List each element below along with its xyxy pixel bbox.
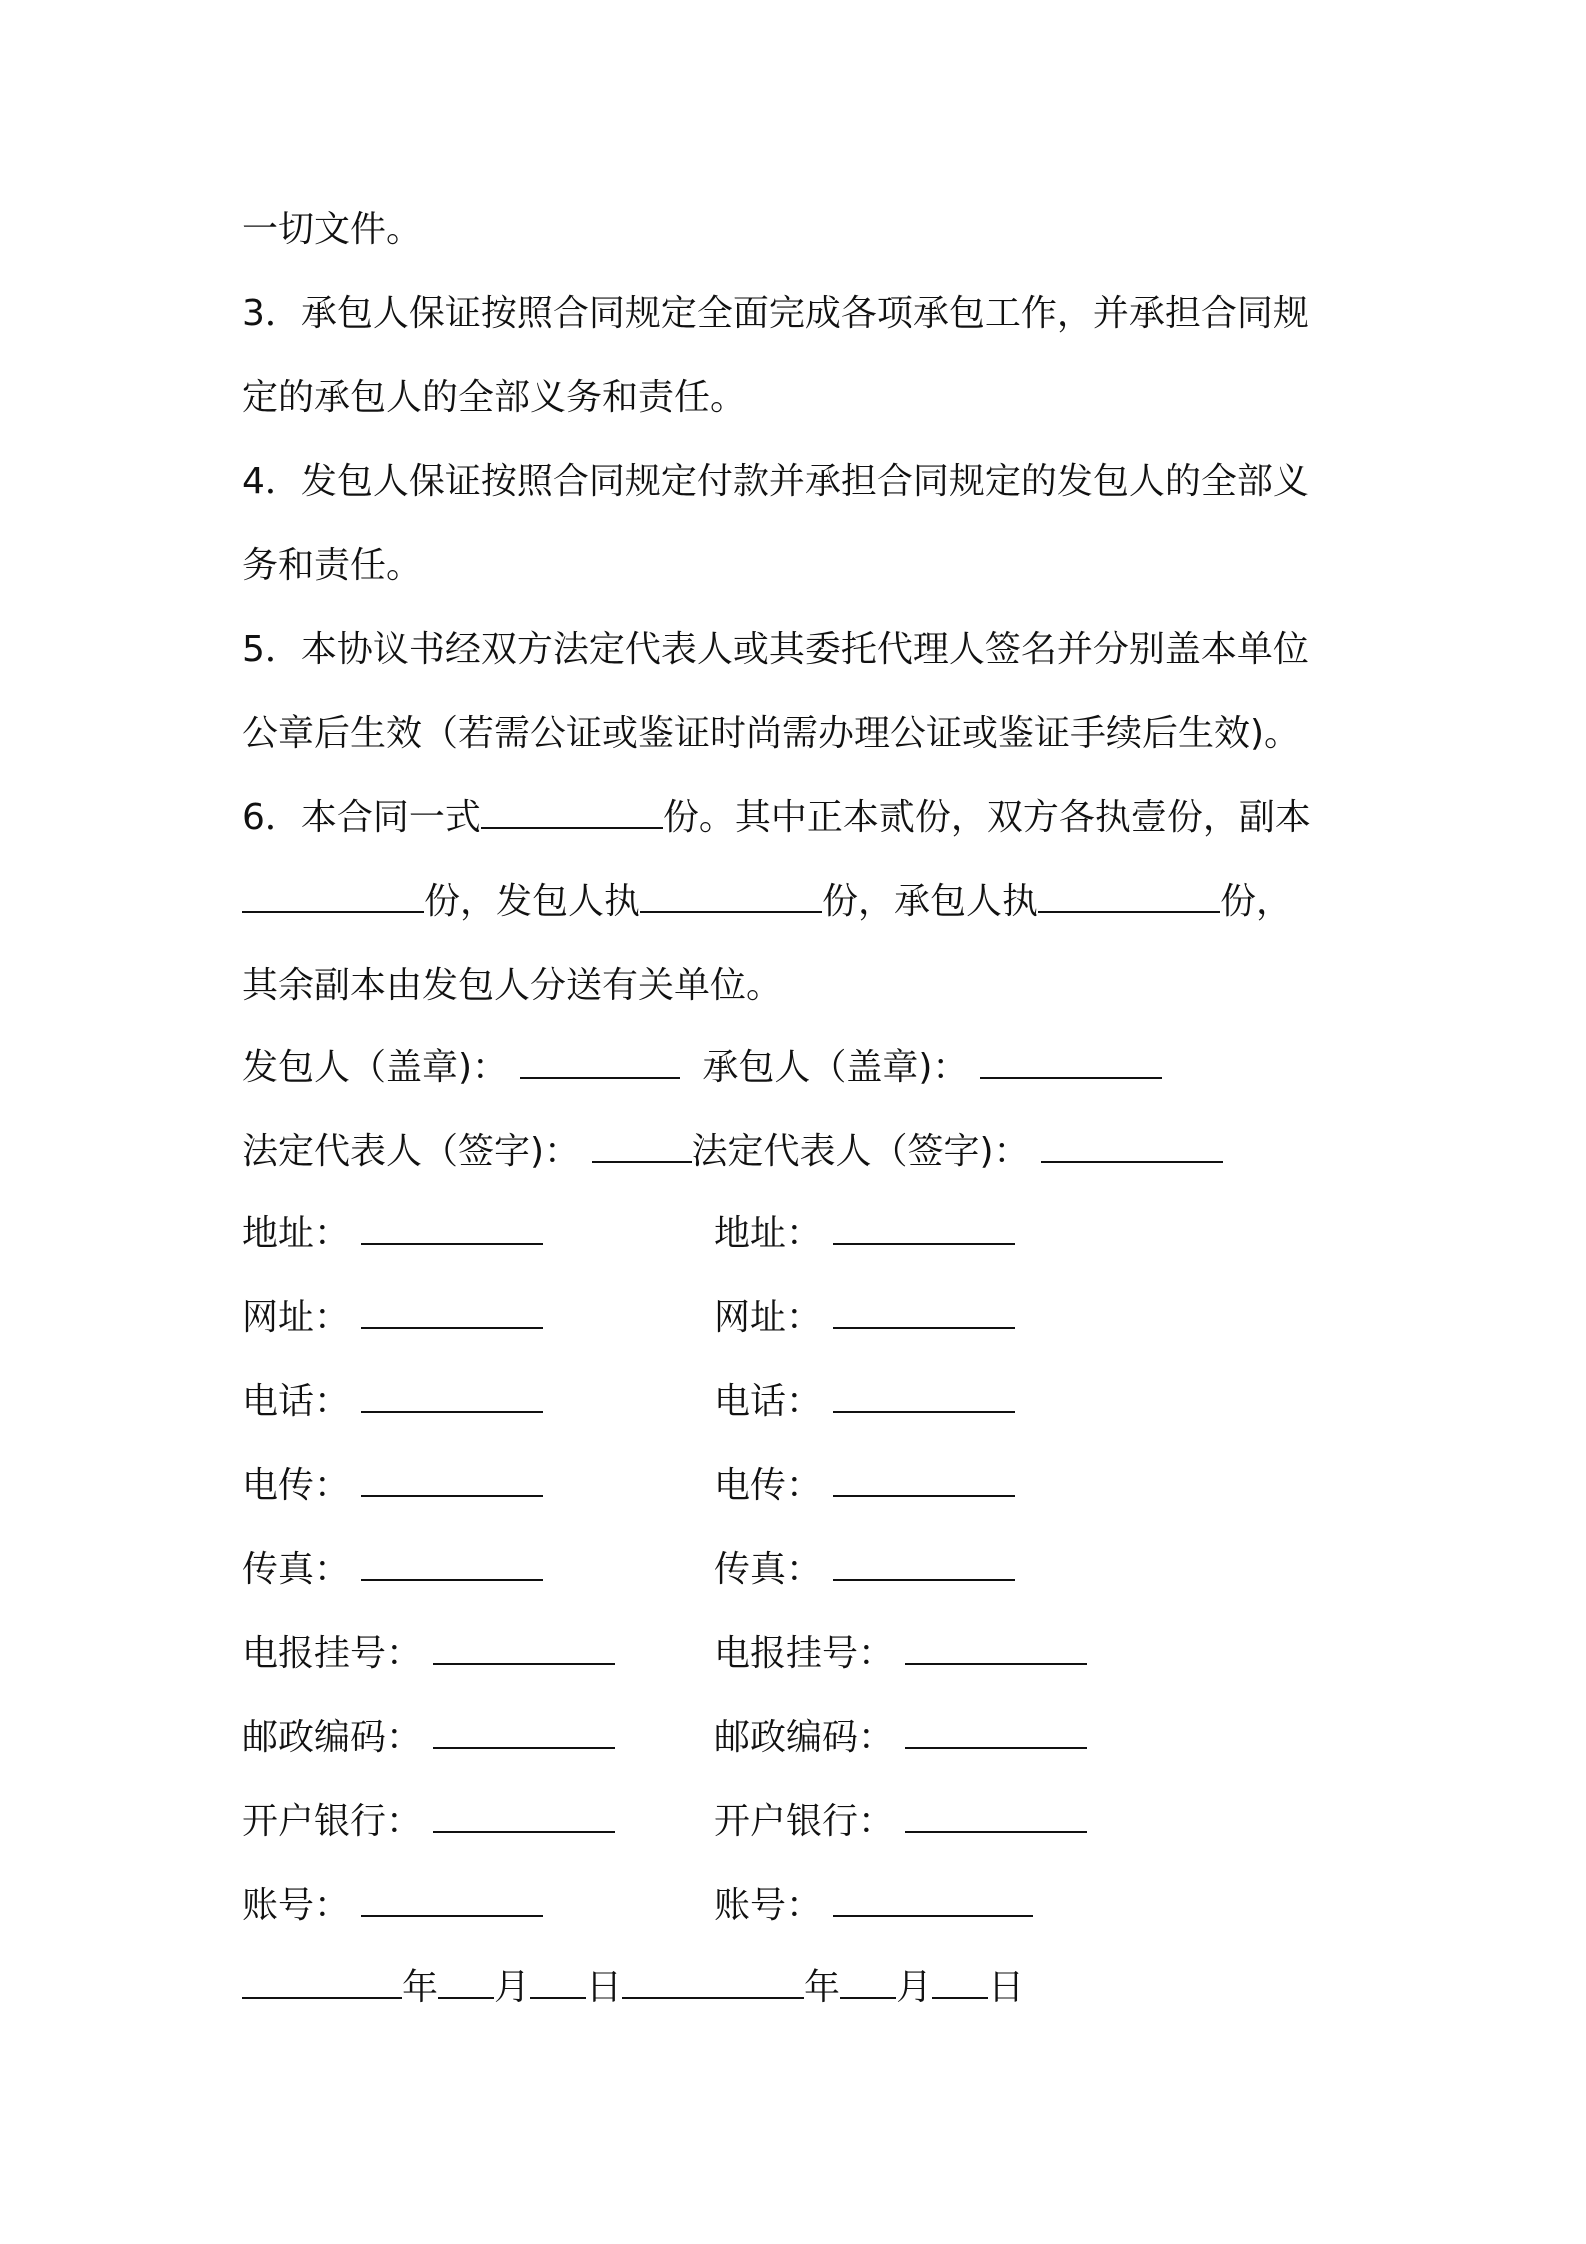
- postcode-a-label: 邮政编码：: [242, 1717, 423, 1758]
- account-b: [714, 1884, 1033, 1928]
- address-a-label: 地址：: [242, 1213, 351, 1254]
- website-b-label: 网址：: [714, 1297, 823, 1338]
- website-a-blank[interactable]: [361, 1297, 543, 1329]
- date-b-day-label: 日: [988, 1967, 1025, 2008]
- postcode-a: [242, 1716, 615, 1760]
- website-b: [714, 1296, 1015, 1340]
- account-a-blank[interactable]: [361, 1885, 543, 1917]
- fax-b-label: 传真：: [714, 1549, 823, 1590]
- copies-total-blank[interactable]: [481, 797, 663, 829]
- cable-b-blank[interactable]: [905, 1633, 1087, 1665]
- postcode-b-blank[interactable]: [905, 1717, 1087, 1749]
- website-a-label: 网址：: [242, 1297, 351, 1338]
- telex-b-blank[interactable]: [833, 1465, 1015, 1497]
- paragraph-continuation: 一切文件。: [242, 209, 423, 250]
- cable-b-label: 电报挂号：: [714, 1633, 895, 1674]
- date-a-day-blank[interactable]: [530, 1967, 586, 1999]
- date-b-month-label: 月: [896, 1967, 933, 2008]
- date-b-year-label: 年: [804, 1967, 841, 2008]
- rep-a-blank[interactable]: [592, 1131, 692, 1163]
- phone-a-blank[interactable]: [361, 1381, 543, 1413]
- fax-b: [714, 1548, 1015, 1592]
- postcode-b-label: 邮政编码：: [714, 1717, 895, 1758]
- telex-a: [242, 1464, 543, 1508]
- clause-5-line-2: 公章后生效（若需公证或鉴证时尚需办理公证或鉴证手续后生效)。: [242, 713, 1301, 754]
- date-a-month-blank[interactable]: [438, 1967, 494, 1999]
- bank-b-blank[interactable]: [905, 1801, 1087, 1833]
- clause-6-text-c: 份，发包人执: [424, 881, 641, 922]
- party-b-seal-blank[interactable]: [980, 1047, 1162, 1079]
- date-a-year-label: 年: [402, 1967, 439, 2008]
- address-b: [714, 1212, 1015, 1256]
- bank-b: [714, 1800, 1087, 1844]
- address-a: [242, 1212, 543, 1256]
- seal-row: [242, 1046, 1162, 1090]
- account-a: [242, 1884, 543, 1928]
- rep-b-label: 法定代表人（签字)：: [691, 1131, 1030, 1172]
- clause-6-line-2: [242, 880, 1292, 924]
- clause-6-text-d: 份，承包人执: [822, 881, 1039, 922]
- date-b-year-blank[interactable]: [622, 1967, 804, 1999]
- account-b-blank[interactable]: [833, 1885, 1033, 1917]
- account-b-label: 账号：: [714, 1885, 823, 1926]
- date-b-month-blank[interactable]: [840, 1967, 896, 1999]
- address-b-blank[interactable]: [833, 1213, 1015, 1245]
- postcode-b: [714, 1716, 1087, 1760]
- phone-b-blank[interactable]: [833, 1381, 1015, 1413]
- clause-4-line-2: 务和责任。: [242, 545, 423, 586]
- date-a-year-blank[interactable]: [242, 1967, 402, 1999]
- clause-6-text-a: 6．本合同一式: [242, 797, 481, 838]
- cable-a-blank[interactable]: [433, 1633, 615, 1665]
- date-b-day-blank[interactable]: [932, 1967, 988, 1999]
- party-a-seal-label: 发包人（盖章)：: [242, 1047, 509, 1088]
- postcode-a-blank[interactable]: [433, 1717, 615, 1749]
- phone-b: [714, 1380, 1015, 1424]
- fax-a-blank[interactable]: [361, 1549, 543, 1581]
- date-a-month-label: 月: [494, 1967, 531, 2008]
- telex-b: [714, 1464, 1015, 1508]
- bank-a-blank[interactable]: [433, 1801, 615, 1833]
- address-a-blank[interactable]: [361, 1213, 543, 1245]
- clause-4-line-1: 4．发包人保证按照合同规定付款并承担合同规定的发包人的全部义: [242, 461, 1309, 502]
- phone-a: [242, 1380, 543, 1424]
- representative-row: [242, 1130, 1223, 1174]
- clause-6-line-1: [242, 796, 1311, 840]
- party-a-seal-blank[interactable]: [520, 1047, 680, 1079]
- address-b-label: 地址：: [714, 1213, 823, 1254]
- clause-5-line-1: 5．本协议书经双方法定代表人或其委托代理人签名并分别盖本单位: [242, 629, 1309, 670]
- fax-b-blank[interactable]: [833, 1549, 1015, 1581]
- party-b-seal-label: 承包人（盖章)：: [702, 1047, 969, 1088]
- clause-3-line-1: 3．承包人保证按照合同规定全面完成各项承包工作，并承担合同规: [242, 293, 1309, 334]
- phone-a-label: 电话：: [242, 1381, 351, 1422]
- bank-b-label: 开户银行：: [714, 1801, 895, 1842]
- cable-a: [242, 1632, 615, 1676]
- website-a: [242, 1296, 543, 1340]
- cable-a-label: 电报挂号：: [242, 1633, 423, 1674]
- copies-party-a-blank[interactable]: [640, 881, 822, 913]
- date-a-day-label: 日: [586, 1967, 623, 2008]
- telex-b-label: 电传：: [714, 1465, 823, 1506]
- copies-duplicate-blank[interactable]: [242, 881, 424, 913]
- copies-party-b-blank[interactable]: [1038, 881, 1220, 913]
- phone-b-label: 电话：: [714, 1381, 823, 1422]
- fax-a-label: 传真：: [242, 1549, 351, 1590]
- clause-3-line-2: 定的承包人的全部义务和责任。: [242, 377, 747, 418]
- rep-b-blank[interactable]: [1041, 1131, 1223, 1163]
- bank-a: [242, 1800, 615, 1844]
- telex-a-blank[interactable]: [361, 1465, 543, 1497]
- clause-6-text-b: 份。其中正本贰份，双方各执壹份，副本: [662, 797, 1311, 838]
- clause-6-text-e: 份，: [1220, 881, 1293, 922]
- account-a-label: 账号：: [242, 1885, 351, 1926]
- clause-6-line-3: 其余副本由发包人分送有关单位。: [242, 965, 783, 1006]
- website-b-blank[interactable]: [833, 1297, 1015, 1329]
- telex-a-label: 电传：: [242, 1465, 351, 1506]
- cable-b: [714, 1632, 1087, 1676]
- date-row: [242, 1966, 1024, 2010]
- bank-a-label: 开户银行：: [242, 1801, 423, 1842]
- rep-a-label: 法定代表人（签字)：: [242, 1131, 581, 1172]
- fax-a: [242, 1548, 543, 1592]
